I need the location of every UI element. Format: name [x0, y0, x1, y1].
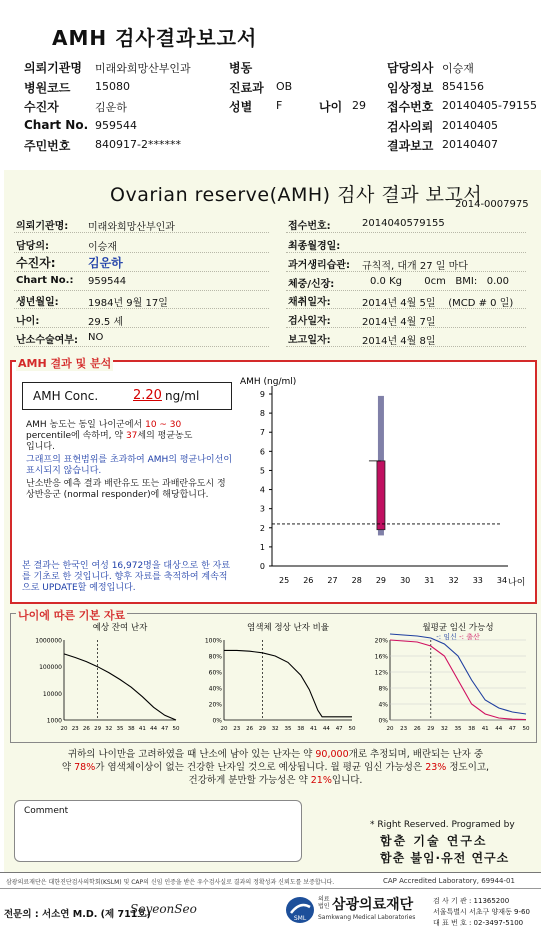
- cap-text: CAP Accredited Laboratory, 69944-01: [383, 877, 515, 885]
- samkwang-logo-icon: [285, 895, 315, 925]
- x-tick-label: 47: [508, 726, 516, 732]
- x-tick-label: 20: [60, 726, 68, 732]
- y-tick-label: 16%: [374, 653, 388, 661]
- y-tick-label: 12%: [374, 669, 388, 677]
- series-line: [224, 650, 352, 716]
- field-label: 병동: [229, 61, 253, 75]
- text: 입니다.: [331, 775, 363, 786]
- x-tick-label: 23: [71, 726, 79, 732]
- field-label: 나이:: [16, 316, 40, 327]
- x-tick-label: 32: [448, 576, 459, 585]
- y-tick-label: 4: [259, 485, 265, 495]
- y-tick-label: 1: [259, 542, 265, 552]
- percentile-text: [26, 420, 234, 453]
- normal-egg-ratio-chart: [198, 620, 358, 740]
- contact-line: 대 표 번 호 : 02-3497-5100: [433, 919, 524, 927]
- comment-box: [14, 800, 302, 862]
- x-tick-label: 33: [472, 576, 483, 585]
- field-label: 최종월경일:: [288, 241, 341, 252]
- y-tick-label: 0: [259, 562, 265, 571]
- svg-text:SML: SML: [293, 915, 307, 922]
- doctor-signature: SoyeonSeo: [130, 902, 197, 916]
- contact-line: 검 사 기 관 : 11365200: [433, 897, 510, 905]
- pregnancy-rate: 23%: [425, 762, 447, 773]
- response-prediction: 난소반응 예측 결과 배란유도 또는 과배란유도시 정상반응군 (normal responder)에 해당합니다.: [26, 479, 226, 500]
- mean-age: 37: [125, 431, 138, 441]
- y-tick-label: 10000: [42, 690, 62, 698]
- comment-label: Comment: [24, 806, 69, 816]
- field-label: 의뢰기관명: [24, 61, 82, 75]
- y-axis-label: AMH (ng/ml): [240, 377, 297, 387]
- x-tick-label: 35: [454, 726, 462, 732]
- age-section-title: 나이에 따른 기본 자료: [18, 609, 126, 622]
- birth-rate: 21%: [310, 775, 332, 786]
- lab-name-1: 함춘 기술 연구소: [380, 834, 488, 848]
- x-tick-label: 28: [351, 576, 362, 585]
- x-tick-label: 29: [375, 576, 387, 585]
- field-label: 과거생리습관:: [288, 260, 350, 271]
- field-value: NO: [88, 332, 104, 343]
- x-tick-label: 41: [138, 726, 146, 732]
- age-value: 29: [352, 99, 366, 112]
- y-tick-label: 5: [259, 466, 265, 476]
- mini-chart-title: 염색체 정상 난자 비율: [246, 623, 330, 633]
- field-label: 결과보고: [387, 139, 434, 153]
- text: 입니다.: [26, 442, 55, 452]
- y-tick-label: 60%: [208, 669, 222, 677]
- normal-ratio: 78%: [74, 762, 96, 773]
- field-label: 생년월일:: [16, 297, 59, 308]
- x-tick-label: 35: [116, 726, 124, 732]
- field-label: 체중/신장:: [288, 279, 335, 290]
- contact-line: 서울특별시 서초구 양재동 9-60: [433, 908, 530, 916]
- x-tick-label: 23: [233, 726, 241, 732]
- y-tick-label: 7: [259, 428, 265, 438]
- text: AMH 농도는 동일 나이군에서: [26, 420, 143, 430]
- field-value: 2014040579155: [362, 218, 445, 229]
- age-label: 나이: [319, 100, 343, 114]
- org-small: 의료 법인: [318, 896, 330, 910]
- x-tick-label: 47: [335, 726, 343, 732]
- field-value: 20140407: [442, 138, 498, 151]
- x-tick-label: 29: [427, 726, 435, 732]
- x-tick-label: 26: [413, 726, 421, 732]
- patient-name: 김운하: [88, 256, 123, 270]
- amh-section-title: AMH 결과 및 분석: [18, 357, 112, 370]
- x-tick-label: 38: [468, 726, 476, 732]
- x-tick-label: 29: [258, 726, 266, 732]
- x-tick-label: 26: [82, 726, 90, 732]
- legend-item: -: 임신: [436, 633, 460, 641]
- field-value: 20140405-79155: [442, 99, 537, 112]
- field-value: 29.5 세: [88, 317, 124, 328]
- y-tick-label: 0%: [212, 717, 222, 725]
- x-tick-label: 38: [297, 726, 305, 732]
- y-tick-label: 1000000: [35, 637, 62, 645]
- y-tick-label: 40%: [208, 685, 222, 693]
- x-tick-label: 20: [220, 726, 228, 732]
- conc-label: AMH Conc.: [33, 389, 99, 403]
- field-value: 이승재: [442, 62, 474, 75]
- y-tick-label: 8%: [378, 685, 388, 693]
- field-label: 임상정보: [387, 81, 434, 95]
- x-tick-label: 32: [105, 726, 113, 732]
- field-value: 840917-2******: [95, 138, 181, 151]
- field-value: 김운하: [95, 101, 127, 114]
- report-title: AMH 검사결과보고서: [52, 26, 258, 50]
- y-tick-label: 100%: [204, 637, 222, 645]
- field-label: 진료과: [229, 81, 264, 95]
- text: 개로 추정되며, 배란되는 난자 중: [348, 749, 484, 760]
- x-tick-label: 44: [495, 726, 503, 732]
- range-note: 그래프의 표현범위를 초과하여 AMH의 평균나이선이 표시되지 않습니다.: [26, 455, 233, 476]
- conc-unit: ng/ml: [165, 389, 200, 403]
- x-tick-label: 32: [440, 726, 448, 732]
- field-value: 15080: [95, 80, 130, 93]
- field-value: F: [276, 99, 283, 112]
- y-tick-label: 80%: [208, 653, 222, 661]
- x-tick-label: 41: [481, 726, 489, 732]
- y-tick-label: 4%: [378, 701, 388, 709]
- org-name: 삼광의료재단: [332, 897, 414, 913]
- y-tick-label: 3: [259, 504, 265, 514]
- text: 세의 평균농도: [137, 431, 193, 441]
- x-tick-label: 30: [400, 576, 411, 585]
- field-label: 병원코드: [24, 81, 71, 95]
- field-label: 접수번호:: [288, 221, 331, 232]
- y-tick-label: 1000: [46, 717, 62, 725]
- x-tick-label: 20: [386, 726, 394, 732]
- y-tick-label: 8: [259, 409, 265, 419]
- field-value: 854156: [442, 80, 484, 93]
- text: 건강하게 분만할 가능성은 약: [188, 775, 308, 786]
- x-tick-label: 44: [322, 726, 330, 732]
- series-line: [64, 654, 176, 720]
- x-tick-label: 50: [348, 726, 356, 732]
- doctor-name: 전문의 : 서소연 M.D. (제 711호): [4, 909, 151, 920]
- field-value: 959544: [95, 119, 137, 132]
- x-tick-label: 25: [279, 576, 290, 585]
- mini-chart-title: 예상 잔여 난자: [92, 623, 148, 633]
- legend: [436, 632, 480, 641]
- field-label: 수진자: [24, 100, 59, 114]
- field-label: Chart No.: [24, 118, 89, 132]
- percentile-band: [377, 461, 385, 530]
- y-tick-label: 6: [259, 447, 265, 457]
- x-tick-label: 32: [271, 726, 279, 732]
- text: percentile에 속하며, 약: [26, 431, 124, 441]
- field-value: 2014년 4월 5일 (MCD # 0 일): [362, 298, 514, 309]
- age-summary: [18, 748, 533, 787]
- percentile-range: 10 ~ 30: [145, 420, 182, 430]
- field-label: 보고일자:: [288, 335, 331, 346]
- egg-count: 90,000: [315, 749, 349, 760]
- field-value: 0.0 Kg 0cm BMI: 0.00: [370, 276, 509, 287]
- remaining-eggs-chart: [22, 620, 182, 740]
- amh-conc-box: [22, 382, 232, 410]
- legend-item: -: 출산: [459, 633, 480, 641]
- x-tick-label: 23: [400, 726, 408, 732]
- footer-fineprint: 삼광의료재단은 대한진단검사의학회(KSLM) 및 CAP의 신임 인증을 받은 우수검사실로 결과의 정확성과 신뢰도를 보증합니다.: [6, 879, 335, 886]
- x-tick-label: 47: [161, 726, 169, 732]
- x-tick-label: 50: [522, 726, 530, 732]
- field-label: Chart No.:: [16, 275, 74, 286]
- field-label: 의뢰기관명:: [16, 221, 69, 232]
- field-value: 미래와희망산부인과: [88, 222, 175, 233]
- x-tick-label: 29: [94, 726, 102, 732]
- field-label: 난소수술여부:: [16, 335, 78, 346]
- field-label: 검사의뢰: [387, 120, 434, 134]
- field-value: 20140405: [442, 119, 498, 132]
- series-line: [390, 634, 526, 714]
- conc-value: 2.20: [133, 388, 162, 403]
- amh-chart: [232, 370, 534, 596]
- x-tick-label: 31: [424, 576, 435, 585]
- text: 정도이고,: [449, 762, 490, 773]
- field-label: 검사일자:: [288, 316, 331, 327]
- x-tick-label: 27: [327, 576, 338, 585]
- field-value: 규칙적, 대개 27 일 마다: [362, 261, 468, 272]
- patient-label: 수진자:: [16, 256, 56, 270]
- y-tick-label: 20%: [374, 637, 388, 645]
- x-tick-label: 41: [310, 726, 318, 732]
- x-tick-label: 26: [303, 576, 314, 585]
- y-tick-label: 100000: [39, 664, 62, 672]
- report-code: 2014-0007975: [455, 199, 529, 210]
- text: 귀하의 나이만을 고려하였을 때 난소에 남아 있는 난자는 약: [67, 749, 313, 760]
- x-tick-label: 34: [496, 576, 508, 585]
- field-value: 2014년 4월 8일: [362, 336, 436, 347]
- x-tick-label: 50: [172, 726, 180, 732]
- mini-chart-title: 월평균 임신 가능성: [422, 623, 494, 633]
- y-tick-label: 9: [259, 390, 265, 399]
- series-line: [390, 640, 526, 720]
- field-value: 이승재: [88, 242, 117, 253]
- field-value: 미래와희망산부인과: [95, 62, 191, 75]
- x-tick-label: 35: [284, 726, 292, 732]
- data-notice: 본 결과는 한국인 여성 16,972명을 대상으로 한 자료를 기초로 한 것입니다. 향후 자료를 축적하여 계속적으로 UPDATE할 예정입니다.: [22, 561, 231, 593]
- x-tick-label: 44: [150, 726, 158, 732]
- field-label: 접수번호: [387, 100, 434, 114]
- lab-name-2: 함춘 불임·유전 연구소: [380, 851, 510, 865]
- y-tick-label: 2: [259, 523, 265, 533]
- y-tick-label: 20%: [208, 701, 222, 709]
- field-label: 주민번호: [24, 139, 71, 153]
- field-value: 2014년 4월 7일: [362, 317, 436, 328]
- pregnancy-chance-chart: [364, 620, 532, 740]
- field-label: 담당의:: [16, 241, 49, 252]
- field-label: 담당의사: [387, 61, 434, 75]
- text: 가 염색체이상이 없는 건강한 난자일 것으로 예상됩니다. 월 평균 임신 가능성은: [95, 762, 423, 773]
- field-value: 1984년 9월 17일: [88, 298, 168, 309]
- text: 약: [61, 762, 72, 773]
- field-value: OB: [276, 80, 293, 93]
- x-tick-label: 38: [127, 726, 135, 732]
- report-heading: Ovarian reserve(AMH) 검사 결과 보고서: [110, 184, 483, 206]
- x-tick-label: 26: [246, 726, 254, 732]
- org-english: Samkwang Medical Laboratories: [318, 914, 416, 921]
- y-tick-label: 0%: [378, 717, 388, 725]
- field-value: 959544: [88, 276, 127, 287]
- x-axis-label: 나이: [508, 578, 526, 588]
- rights-text: * Right Reserved. Programed by: [370, 820, 515, 830]
- field-label: 성별: [229, 100, 253, 114]
- field-label: 채취일자:: [288, 297, 331, 308]
